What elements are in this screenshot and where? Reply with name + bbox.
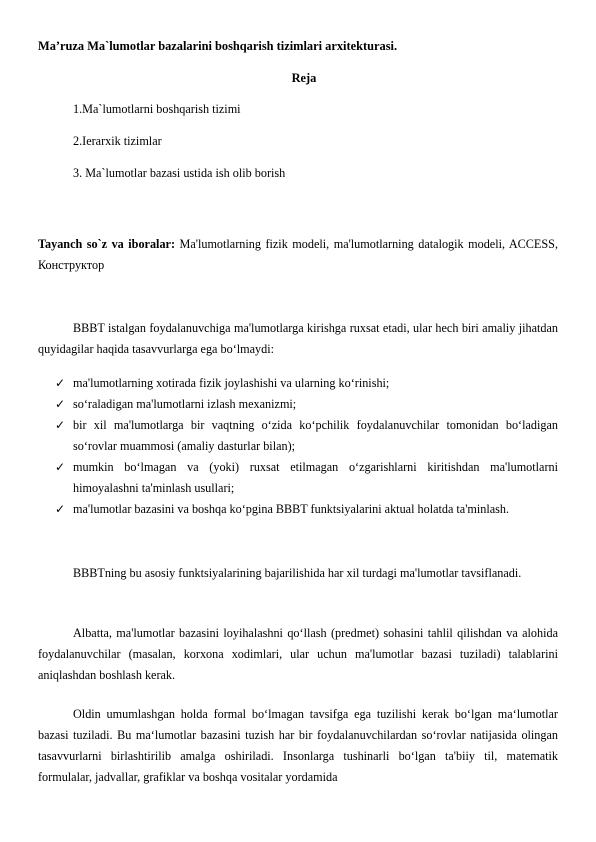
keywords-label: Tayanch so`z va iboralar: xyxy=(38,237,176,251)
oldin-paragraph: Oldin umumlashgan holda formal bo‘lmagan tavsifga ega tuzilishi kerak bo‘lgan ma‘lumotlar bazasi tuziladi. Bu ma‘lumotlar bazasini tuzish har bir foydalanuvchilardan so‘rovlar natijasida olingan tasavvurlarni birlashtirilib amalga oshiriladi. Insonlarga tushinarli bo‘lgan ta'biiy til, matematik formulalar, jadvallar, grafiklar va boshqa vositalar yordamida xyxy=(38,707,558,784)
bullet-item xyxy=(55,499,558,520)
plan-item: 2.Ierarxik tizimlar xyxy=(73,134,162,148)
plan-heading: Reja xyxy=(291,71,317,85)
plan-item: 3. Ma`lumotlar bazasi ustida ish olib borish xyxy=(73,166,286,180)
check-mark-icon: ✓ xyxy=(55,502,66,516)
bullet-item xyxy=(55,373,558,394)
plan-list xyxy=(73,101,285,197)
bullet-text: bir xil ma'lumotlarga bir vaqtning o‘zida ko‘pchilik foydalanuvchilar tomonidan bo‘ladigan so‘rovlar muammosi (amaliy dasturlar bilan); xyxy=(73,418,558,453)
bullet-item xyxy=(55,394,558,415)
bullet-item xyxy=(55,415,558,457)
bullet-item xyxy=(55,457,558,499)
check-mark-icon: ✓ xyxy=(55,460,66,474)
lecture-title: Ma’ruza Ma`lumotlar bazalarini boshqarish tizimlari arxitekturasi. xyxy=(38,39,398,53)
feature-bullet-list xyxy=(55,373,558,520)
bullet-text: so‘raladigan ma'lumotlarni izlash mexanizmi; xyxy=(73,397,297,411)
keywords-text: Ma'lumotlarning fizik modeli, ma'lumotlarning datalogik modeli, ACCESS, Конструктор xyxy=(38,237,558,272)
bullet-text: ma'lumotlar bazasini va boshqa ko‘pgina BBBT funktsiyalarini aktual holatda ta'minlash. xyxy=(73,502,510,516)
bullet-text: ma'lumotlarning xotirada fizik joylashishi va ularning ko‘rinishi; xyxy=(73,376,390,390)
check-mark-icon: ✓ xyxy=(55,397,66,411)
albatta-paragraph: Albatta, ma'lumotlar bazasini loyihalashni qo‘llash (predmet) sohasini tahlil qilishdan va alohida foydalanuvchilar (masalan, korxona xodimlari, ular uchun ma'lumotlar bazasi tuziladi) talablarini aniqlashdan boshlash kerak. xyxy=(38,626,558,682)
check-mark-icon: ✓ xyxy=(55,376,66,390)
plan-item: 1.Ma`lumotlarni boshqarish tizimi xyxy=(73,102,241,116)
check-mark-icon: ✓ xyxy=(55,418,66,432)
keywords-paragraph xyxy=(38,234,558,276)
after-list-paragraph: BBBTning bu asosiy funktsiyalarining bajarilishida har xil turdagi ma'lumotlar tavsiflanadi. xyxy=(73,566,522,580)
bullet-text: mumkin bo‘lmagan va (yoki) ruxsat etilmagan o‘zgarishlarni kiritishdan ma'lumotlarni himoyalashni ta'minlash usullari; xyxy=(73,460,558,495)
intro-paragraph: BBBT istalgan foydalanuvchiga ma'lumotlarga kirishga ruxsat etadi, ular hech biri amaliy jihatdan quyidagilar haqida tasavvurlarga ega bo‘lmaydi: xyxy=(38,321,558,356)
